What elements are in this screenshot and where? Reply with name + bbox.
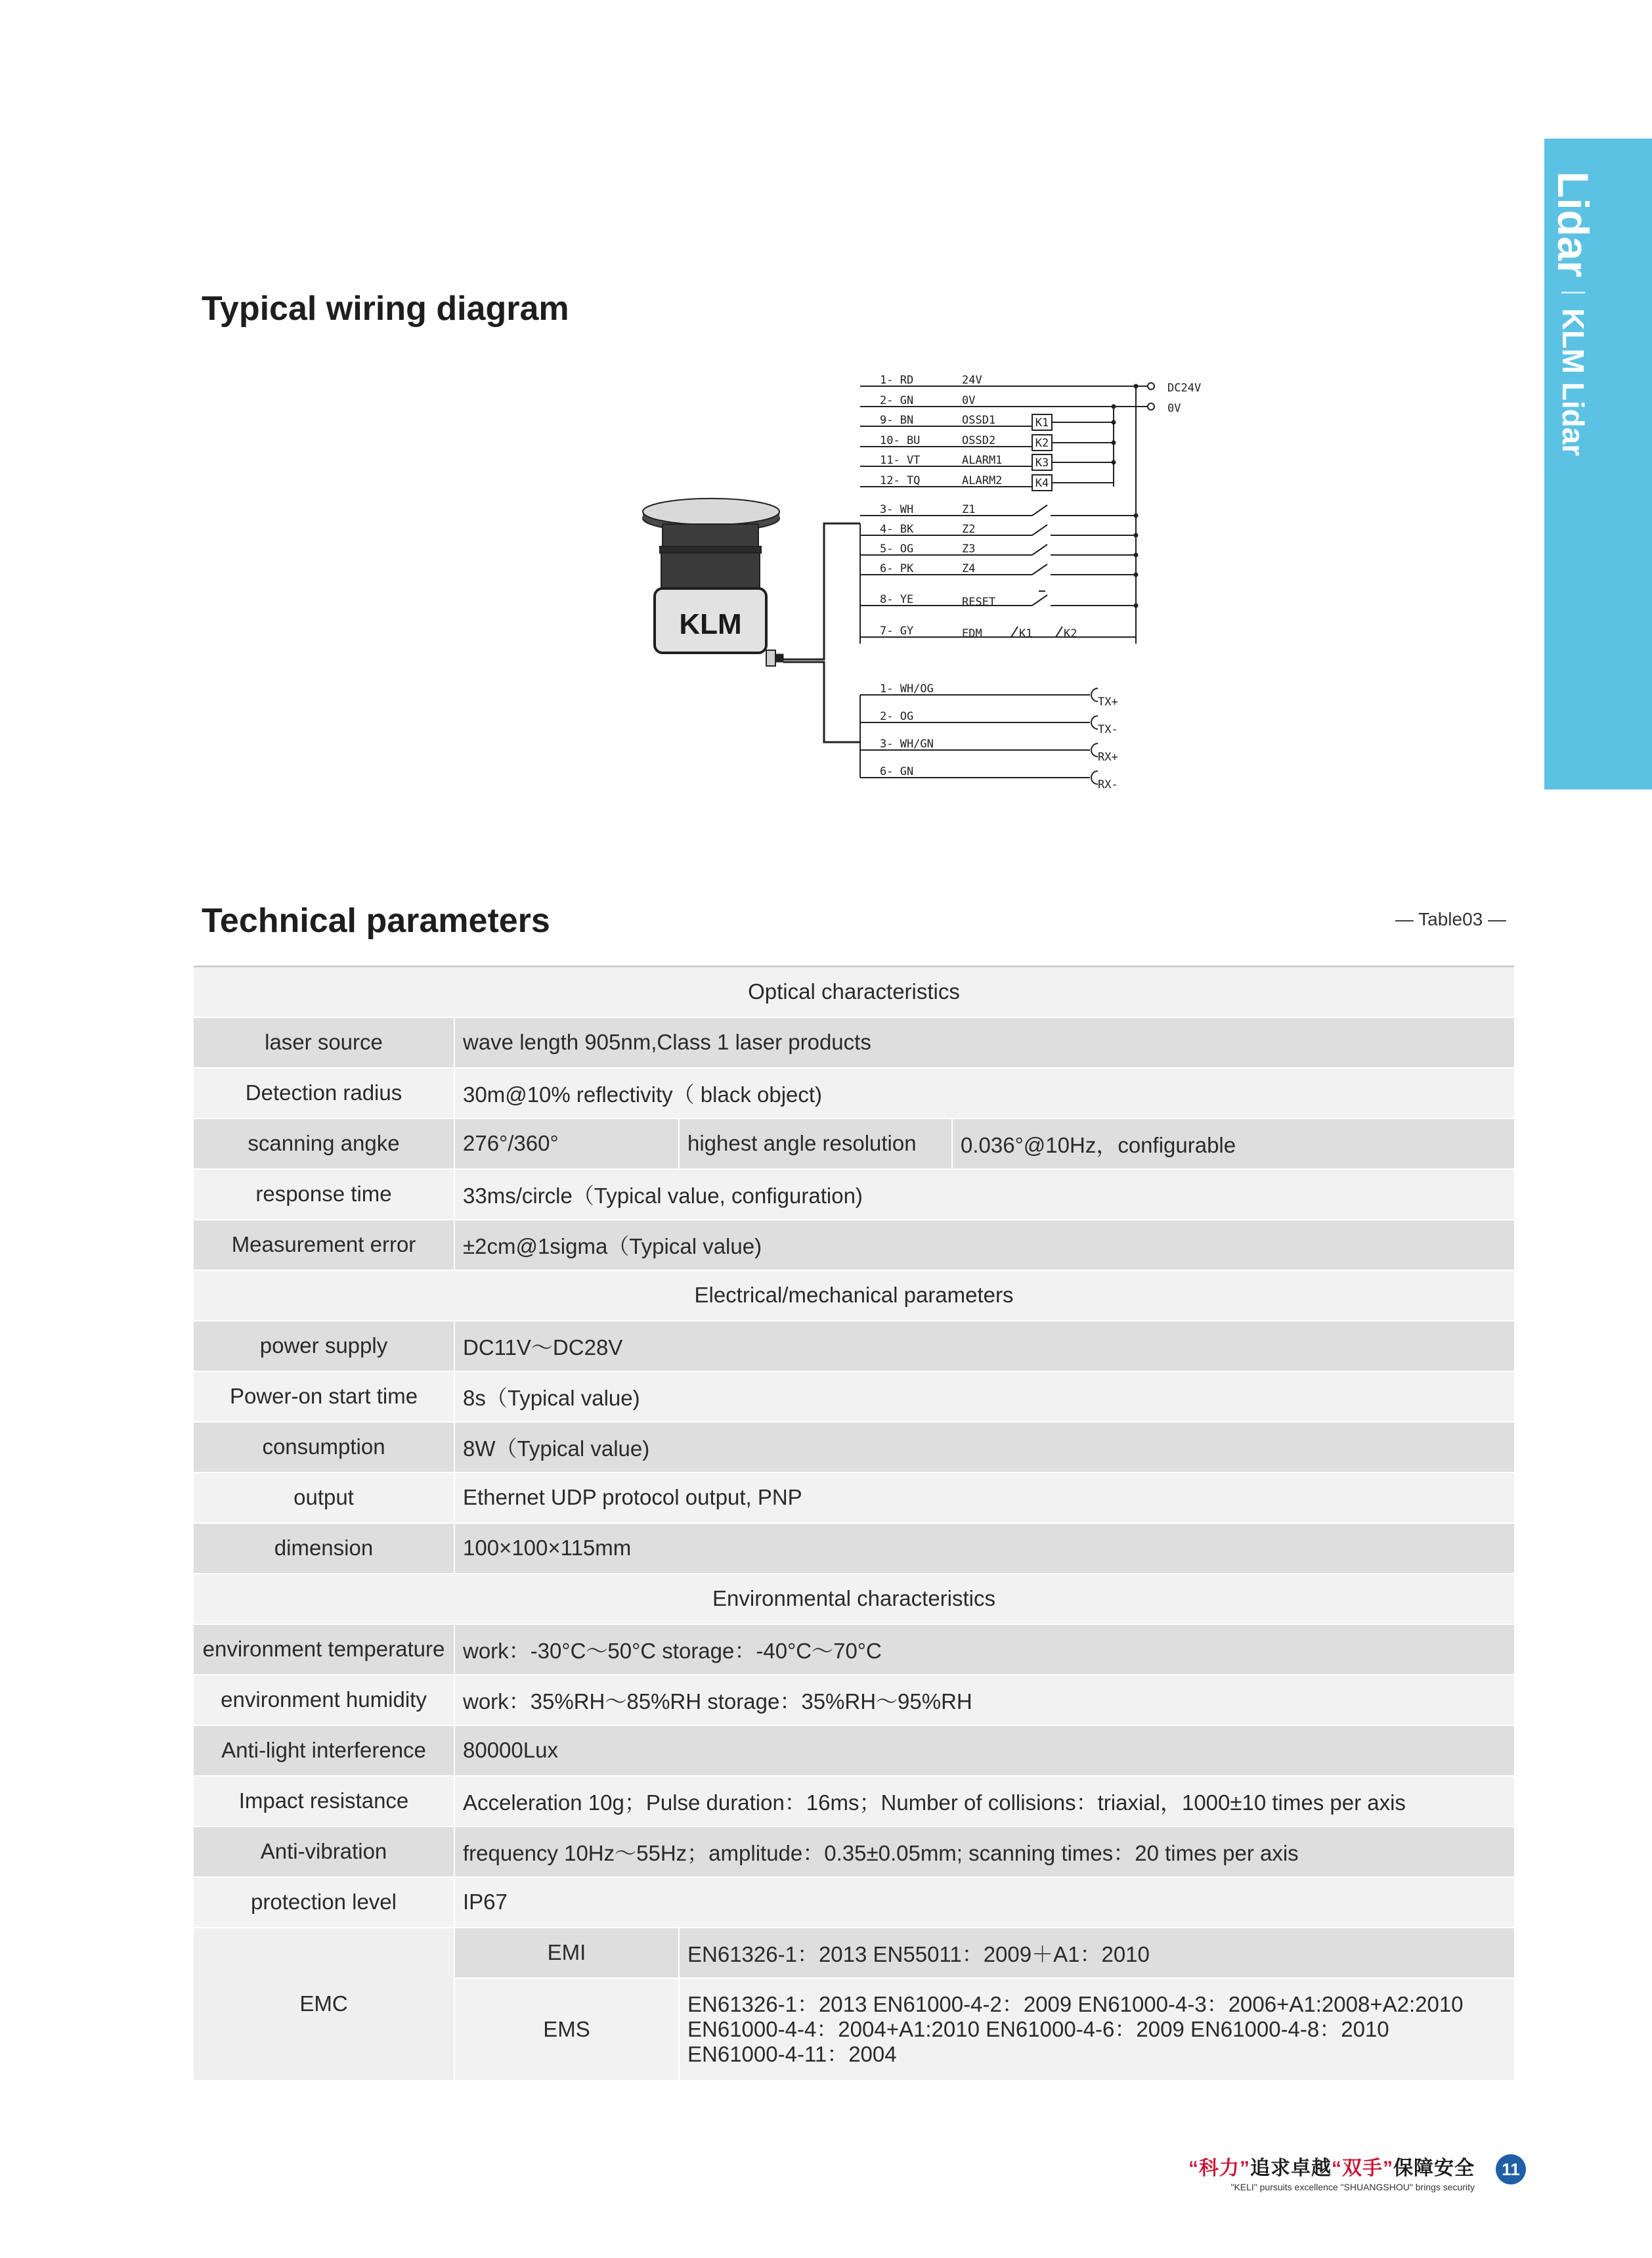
param-value: 8s（Typical value) — [454, 1371, 1514, 1422]
junction-dot — [1134, 514, 1139, 518]
param-value: wave length 905nm,Class 1 laser products — [454, 1017, 1514, 1068]
param-label-emc: EMC — [194, 1928, 454, 2081]
ems-line: EN61000-4-11：2004 — [687, 2041, 897, 2066]
wire-signal: Z1 — [962, 503, 976, 516]
section-row-environmental — [194, 1574, 1514, 1624]
param-value: 30m@10% reflectivity（ black object) — [454, 1068, 1514, 1118]
slogan-cn-part: “科力” — [1188, 2158, 1250, 2179]
wire-code: 6- PK — [880, 562, 914, 575]
side-tab-text — [1548, 171, 1598, 456]
wire-signal: ALARM1 — [962, 454, 1003, 467]
wire-code: 3- WH — [880, 503, 914, 516]
switch-contact — [1032, 544, 1047, 555]
table-row — [194, 1523, 1514, 1574]
relay-label: K3 — [1035, 456, 1049, 470]
wire-signal: 24V — [962, 374, 982, 387]
param-label: protection level — [194, 1877, 454, 1928]
junction-dot — [1134, 553, 1139, 558]
params-section-title: Technical parameters — [202, 902, 550, 940]
edm-contact-label: K2 — [1064, 627, 1077, 640]
wire-code: 10- BU — [880, 434, 921, 447]
relay-label: K1 — [1035, 416, 1049, 430]
param-label: power supply — [194, 1321, 454, 1371]
relay-label: K4 — [1035, 477, 1049, 490]
junction-dot — [1134, 384, 1139, 389]
wire-code: 5- OG — [880, 542, 914, 556]
connector-symbol — [1091, 688, 1098, 701]
section-header-optical: Optical characteristics — [194, 967, 1514, 1017]
wire-signal: EDM — [962, 627, 982, 640]
slogan-en: "KELI" pursuits excellence "SHUANGSHOU" brings security — [1230, 2182, 1475, 2192]
emi-value: EN61326-1：2013 EN55011：2009＋A1：2010 — [679, 1928, 1514, 1978]
table-row-emi — [194, 1928, 1514, 1978]
wiring-diagram — [630, 368, 1287, 801]
param-label: Detection radius — [194, 1068, 454, 1118]
device-label: KLM — [679, 608, 742, 640]
slogan-cn — [1188, 2152, 1475, 2181]
wire-code: 8- YE — [880, 593, 914, 606]
wiring-section-title: Typical wiring diagram — [202, 290, 569, 328]
terminal-dc24v — [1148, 383, 1154, 389]
param-value: 100×100×115mm — [454, 1523, 1514, 1574]
wire-signal: Z4 — [962, 562, 976, 575]
table-row — [194, 1169, 1514, 1220]
wire-code: 11- VT — [880, 454, 921, 467]
junction-dot — [1134, 604, 1139, 608]
table-row — [194, 1472, 1514, 1523]
ems-line: EN61000-4-4：2004+A1:2010 EN61000-4-6：2009 EN61000-4-8：2010 — [687, 2016, 1389, 2041]
wire-code: 6- GN — [880, 765, 914, 778]
param-value: DC11V～DC28V — [454, 1321, 1514, 1371]
param-label: Measurement error — [194, 1220, 454, 1270]
slogan-cn-part: “双手” — [1332, 2158, 1393, 2179]
ems-value — [679, 1978, 1514, 2081]
emi-label: EMI — [454, 1928, 679, 1978]
wire-code: 2- GN — [880, 394, 914, 407]
section-header-electrical: Electrical/mechanical parameters — [194, 1270, 1514, 1321]
param-label: output — [194, 1472, 454, 1523]
wire-code: 4- BK — [880, 523, 914, 536]
technical-parameters-table — [194, 965, 1514, 2081]
param-label: Impact resistance — [194, 1776, 454, 1826]
wire-signal: Z2 — [962, 523, 976, 536]
wire-code: 7- GY — [880, 625, 914, 638]
table-row — [194, 1371, 1514, 1422]
wire-code: 12- TQ — [880, 474, 921, 487]
wire-signal: RESET — [962, 596, 996, 609]
param-value: Acceleration 10g；Pulse duration：16ms；Number of collisions：triaxial，1000±10 times per axis — [454, 1776, 1514, 1826]
connector-symbol — [1091, 743, 1098, 757]
switch-contact — [1032, 564, 1047, 575]
relay-label: K2 — [1035, 437, 1049, 450]
side-tab-subtitle: KLM Lidar — [1556, 308, 1590, 456]
junction-dot — [1112, 420, 1116, 425]
table-row — [194, 1624, 1514, 1675]
param-label: response time — [194, 1169, 454, 1220]
slogan-cn-part: 保障安全 — [1393, 2158, 1475, 2179]
param-label: scanning angke — [194, 1118, 454, 1169]
side-tab-divider — [1561, 292, 1585, 294]
table-row — [194, 1220, 1514, 1270]
eth-signal: RX- — [1098, 778, 1118, 791]
junction-dot — [1112, 441, 1116, 445]
eth-signal: RX+ — [1098, 751, 1118, 764]
param-label: Anti-vibration — [194, 1826, 454, 1877]
table-row — [194, 1877, 1514, 1928]
table-row — [194, 1725, 1514, 1776]
side-tab-title: Lidar — [1549, 171, 1598, 278]
side-tab — [1544, 139, 1652, 789]
param-label: consumption — [194, 1422, 454, 1472]
param-label: Anti-light interference — [194, 1725, 454, 1776]
slogan-cn-part: 追求卓越 — [1250, 2158, 1332, 2179]
terminal-0v — [1148, 403, 1154, 410]
junction-dot — [1112, 460, 1116, 465]
wire-code: 1- RD — [880, 374, 914, 387]
param-label: Power-on start time — [194, 1371, 454, 1422]
eth-signal: TX+ — [1098, 696, 1118, 709]
wire-code: 1- WH/OG — [880, 682, 934, 696]
param-label: laser source — [194, 1017, 454, 1068]
wire-code: 9- BN — [880, 414, 914, 427]
junction-dot — [1134, 573, 1139, 577]
edm-contact — [1011, 627, 1018, 637]
connector-symbol — [1091, 716, 1098, 729]
param-label: dimension — [194, 1523, 454, 1574]
param-value: IP67 — [454, 1877, 1514, 1928]
supply-label: 0V — [1167, 402, 1181, 415]
table-row — [194, 1675, 1514, 1725]
param-value: 8W（Typical value) — [454, 1422, 1514, 1472]
switch-contact — [1032, 505, 1047, 516]
table-row — [194, 1776, 1514, 1826]
section-row-electrical — [194, 1270, 1514, 1321]
param-value: 33ms/circle（Typical value, configuration) — [454, 1169, 1514, 1220]
wire-code: 3- WH/GN — [880, 738, 934, 751]
supply-label: DC24V — [1167, 382, 1202, 395]
eth-signal: TX- — [1098, 723, 1118, 736]
param-value: 276°/360° — [454, 1118, 679, 1169]
param-sub-value: 0.036°@10Hz，configurable — [952, 1118, 1514, 1169]
switch-contact — [1032, 525, 1047, 535]
wire-signal: OSSD2 — [962, 434, 996, 447]
wire-signal: ALARM2 — [962, 474, 1003, 487]
footer-slogan — [1188, 2152, 1475, 2192]
junction-dot — [1112, 405, 1116, 409]
param-sub-label: highest angle resolution — [679, 1118, 952, 1169]
junction-dot — [1134, 533, 1139, 538]
param-value: ±2cm@1sigma（Typical value) — [454, 1220, 1514, 1270]
param-value: work：35%RH～85%RH storage：35%RH～95%RH — [454, 1675, 1514, 1725]
param-value: Ethernet UDP protocol output, PNP — [454, 1472, 1514, 1523]
table-row — [194, 1826, 1514, 1877]
table-tag: — Table03 — — [1395, 909, 1506, 929]
param-label: environment temperature — [194, 1624, 454, 1675]
edm-contact — [1056, 627, 1062, 637]
wire-code: 2- OG — [880, 710, 914, 723]
connector-symbol — [1091, 771, 1098, 784]
param-value: frequency 10Hz～55Hz；amplitude：0.35±0.05mm; scanning times：20 times per axis — [454, 1826, 1514, 1877]
wire-signal: Z3 — [962, 542, 976, 556]
table-row — [194, 1068, 1514, 1118]
klm-device-illustration — [643, 498, 783, 666]
page-number: 11 — [1496, 2154, 1526, 2184]
table-row — [194, 1422, 1514, 1472]
section-row-optical — [194, 967, 1514, 1017]
edm-contact-label: K1 — [1019, 627, 1033, 640]
wire-signal: OSSD1 — [962, 414, 996, 427]
reset-switch — [1032, 595, 1047, 606]
table-row — [194, 1321, 1514, 1371]
param-value: work：-30°C～50°C storage：-40°C～70°C — [454, 1624, 1514, 1675]
param-value: 80000Lux — [454, 1725, 1514, 1776]
ems-line: EN61326-1：2013 EN61000-4-2：2009 EN61000-4-3：2006+A1:2008+A2:2010 — [687, 1991, 1464, 2016]
ems-label: EMS — [454, 1978, 679, 2081]
table-row — [194, 1118, 1514, 1169]
table-row — [194, 1017, 1514, 1068]
param-label: environment humidity — [194, 1675, 454, 1725]
section-header-environmental: Environmental characteristics — [194, 1574, 1514, 1624]
wire-signal: 0V — [962, 394, 976, 407]
